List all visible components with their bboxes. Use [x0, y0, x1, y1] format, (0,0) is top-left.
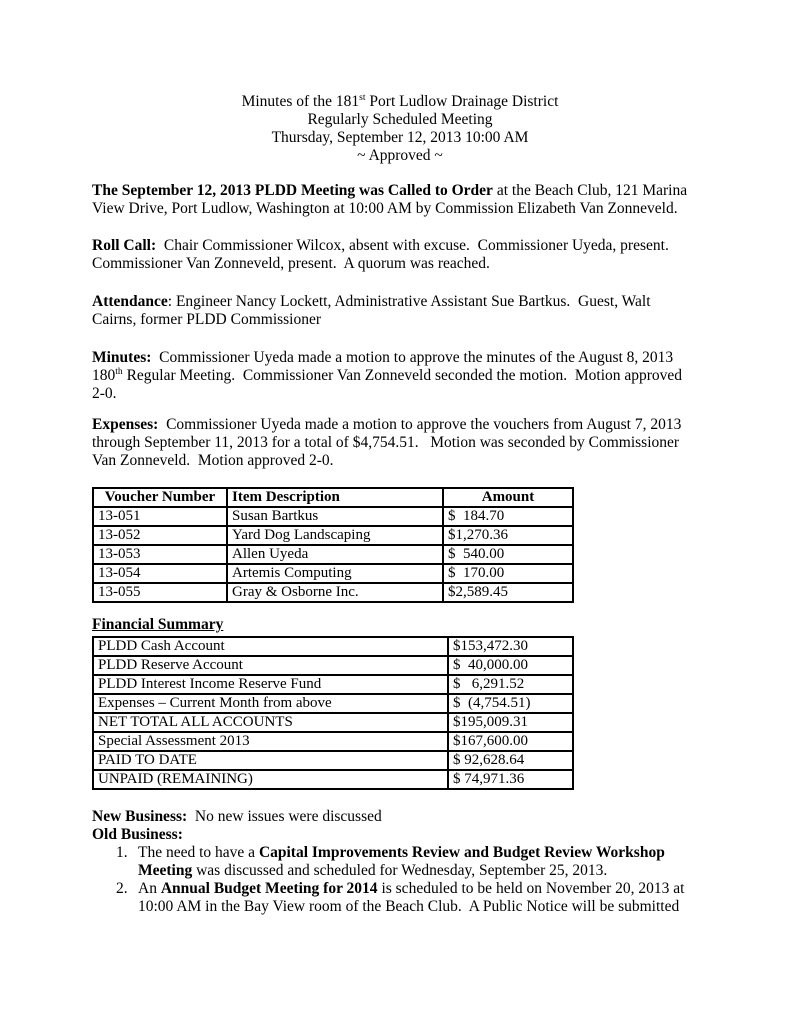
voucher-number: 13-052: [93, 526, 227, 545]
account-amount: $ 92,628.64: [448, 751, 573, 770]
account-label: PLDD Interest Income Reserve Fund: [93, 675, 448, 694]
financial-row: [93, 732, 573, 751]
financial-row: [93, 637, 573, 656]
account-amount: $195,009.31: [448, 713, 573, 732]
financial-summary-table: [92, 636, 574, 790]
voucher-row: [93, 583, 573, 602]
account-label: PLDD Cash Account: [93, 637, 448, 656]
account-amount: $ 40,000.00: [448, 656, 573, 675]
item-description: Allen Uyeda: [227, 545, 443, 564]
account-label: Expenses – Current Month from above: [93, 694, 448, 713]
amount: $ 184.70: [443, 507, 573, 526]
item-description: Susan Bartkus: [227, 507, 443, 526]
old-business-item-1: [92, 844, 708, 880]
item-description-header: Item Description: [227, 488, 443, 507]
account-label: PAID TO DATE: [93, 751, 448, 770]
amount: $1,270.36: [443, 526, 573, 545]
voucher-number: 13-053: [93, 545, 227, 564]
old-business-line: Old Business:: [92, 826, 183, 843]
financial-row: [93, 770, 573, 789]
item-description: Yard Dog Landscaping: [227, 526, 443, 545]
amount: $ 540.00: [443, 545, 573, 564]
financial-row: [93, 656, 573, 675]
paragraph-minutes: Minutes: Commissioner Uyeda made a motion to approve the minutes of the August 8, 2013 180th Regular Meeting. Commissioner Van Zonneveld seconded the motion. Motion approved 2-0.: [92, 349, 683, 402]
new-business-line: New Business: No new issues were discussed: [92, 808, 382, 825]
voucher-number: 13-054: [93, 564, 227, 583]
account-label: Special Assessment 2013: [93, 732, 448, 751]
voucher-number: 13-051: [93, 507, 227, 526]
list-number: 2.: [116, 880, 128, 897]
account-label: PLDD Reserve Account: [93, 656, 448, 675]
amount: $ 170.00: [443, 564, 573, 583]
paragraph-attendance: Attendance: Engineer Nancy Lockett, Administrative Assistant Sue Bartkus. Guest, Walt Cairns, former PLDD Commissioner: [92, 293, 651, 328]
account-amount: $ 6,291.52: [448, 675, 573, 694]
financial-row: [93, 675, 573, 694]
voucher-row: [93, 507, 573, 526]
voucher-row: [93, 526, 573, 545]
voucher-number-header: Voucher Number: [93, 488, 227, 507]
account-amount: $ (4,754.51): [448, 694, 573, 713]
list-item-text: The need to have a Capital Improvements Review and Budget Review Workshop Meeting was discussed and scheduled for Wednesday, September 25, 2013.: [138, 844, 665, 879]
voucher-number: 13-055: [93, 583, 227, 602]
account-amount: $153,472.30: [448, 637, 573, 656]
paragraph-expenses: Expenses: Commissioner Uyeda made a motion to approve the vouchers from August 7, 2013 through September 11, 2013 for a total of $4,754.51. Motion was seconded by Commissioner Van Zonneveld. Motion approved 2-0.: [92, 416, 682, 469]
item-description: Artemis Computing: [227, 564, 443, 583]
amount: $2,589.45: [443, 583, 573, 602]
old-business-item-2: [92, 880, 708, 916]
financial-summary-heading: Financial Summary: [92, 616, 224, 633]
voucher-table-header-row: [93, 488, 573, 507]
account-label: UNPAID (REMAINING): [93, 770, 448, 789]
item-description: Gray & Osborne Inc.: [227, 583, 443, 602]
account-amount: $ 74,971.36: [448, 770, 573, 789]
paragraph-called-to-order: The September 12, 2013 PLDD Meeting was Called to Order at the Beach Club, 121 Marina View Drive, Port Ludlow, Washington at 10:00 AM by Commission Elizabeth Van Zonneveld.: [92, 182, 688, 217]
document-title: Minutes of the 181st Port Ludlow Drainage District Regularly Scheduled Meeting Thursday, September 12, 2013 10:00 AM ~ Approved ~: [241, 91, 559, 164]
document-content: [92, 93, 708, 916]
amount-header: Amount: [443, 488, 573, 507]
list-item-text: An Annual Budget Meeting for 2014 is scheduled to be held on November 20, 2013 at 10:00 AM in the Bay View room of the Beach Club. A Public Notice will be submitted: [138, 880, 685, 915]
paragraph-roll-call: Roll Call: Chair Commissioner Wilcox, absent with excuse. Commissioner Uyeda, present. Commissioner Van Zonneveld, present. A quorum was reached.: [92, 237, 669, 272]
voucher-row: [93, 564, 573, 583]
financial-row: [93, 694, 573, 713]
financial-row: [93, 751, 573, 770]
account-label: NET TOTAL ALL ACCOUNTS: [93, 713, 448, 732]
list-number: 1.: [116, 844, 128, 861]
financial-row: [93, 713, 573, 732]
voucher-row: [93, 545, 573, 564]
voucher-table: [92, 487, 574, 603]
account-amount: $167,600.00: [448, 732, 573, 751]
